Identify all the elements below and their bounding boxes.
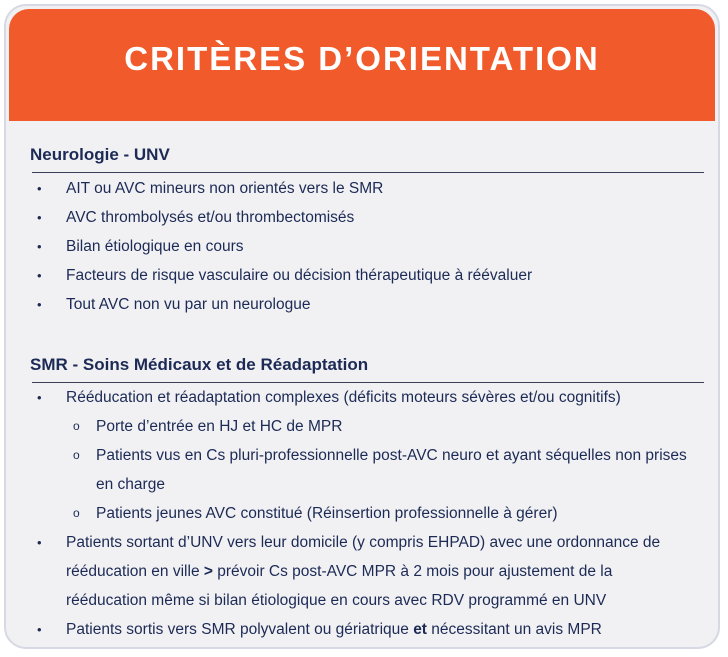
bullet-icon: • (37, 181, 42, 196)
bullet-icon: • (37, 535, 42, 550)
neurologie-list (30, 174, 704, 319)
emphasis-text: et (413, 621, 427, 638)
bullet-icon: • (37, 239, 42, 254)
smr-list (30, 383, 704, 644)
bullet-icon: • (37, 622, 42, 637)
card-header (9, 9, 715, 121)
bullet-icon: • (37, 297, 42, 312)
list-item: • Tout AVC non vu par un neurologue (30, 290, 704, 319)
sub-list-item: o Patients jeunes AVC constitué (Réinsertion professionnelle à gérer) (30, 499, 704, 528)
section-title: Neurologie - UNV (30, 145, 170, 164)
list-item: • AVC thrombolysés et/ou thrombectomisés (30, 203, 704, 232)
sub-list-item: o Porte d’entrée en HJ et HC de MPR (30, 412, 704, 441)
list-item: • Bilan étiologique en cours (30, 232, 704, 261)
section-title: SMR - Soins Médicaux et de Réadaptation (30, 355, 369, 374)
list-item: • Facteurs de risque vasculaire ou décision thérapeutique à réévaluer (30, 261, 704, 290)
bullet-icon: • (37, 210, 42, 225)
section-neurologie (30, 144, 704, 319)
sub-list-item: o Patients vus en Cs pluri-professionnelle post-AVC neuro et ayant séquelles non prises en charge (30, 441, 704, 499)
section-smr (30, 354, 704, 644)
bullet-icon: • (37, 390, 42, 405)
circle-bullet-icon: o (73, 506, 80, 520)
list-item: • Rééducation et réadaptation complexes (déficits moteurs sévères et/ou cognitifs) (30, 383, 704, 412)
bullet-icon: • (37, 268, 42, 283)
list-item: • Patients sortant d’UNV vers leur domicile (y compris EHPAD) avec une ordonnance de rééducation en ville > prévoir Cs post-AVC MPR à 2 mois pour ajustement de la rééducation même si bilan étiologique en cours avec RDV programmé en UNV (30, 528, 704, 615)
circle-bullet-icon: o (73, 448, 80, 462)
orientation-criteria-card (4, 4, 720, 649)
circle-bullet-icon: o (73, 419, 80, 433)
card-content (30, 128, 704, 644)
section-divider (32, 172, 704, 173)
card-title: CRITÈRES D’ORIENTATION (124, 40, 600, 77)
list-item: • Patients sortis vers SMR polyvalent ou gériatrique et nécessitant un avis MPR (30, 615, 704, 644)
list-item: • AIT ou AVC mineurs non orientés vers le SMR (30, 174, 704, 203)
arrow-symbol: > (203, 563, 213, 580)
